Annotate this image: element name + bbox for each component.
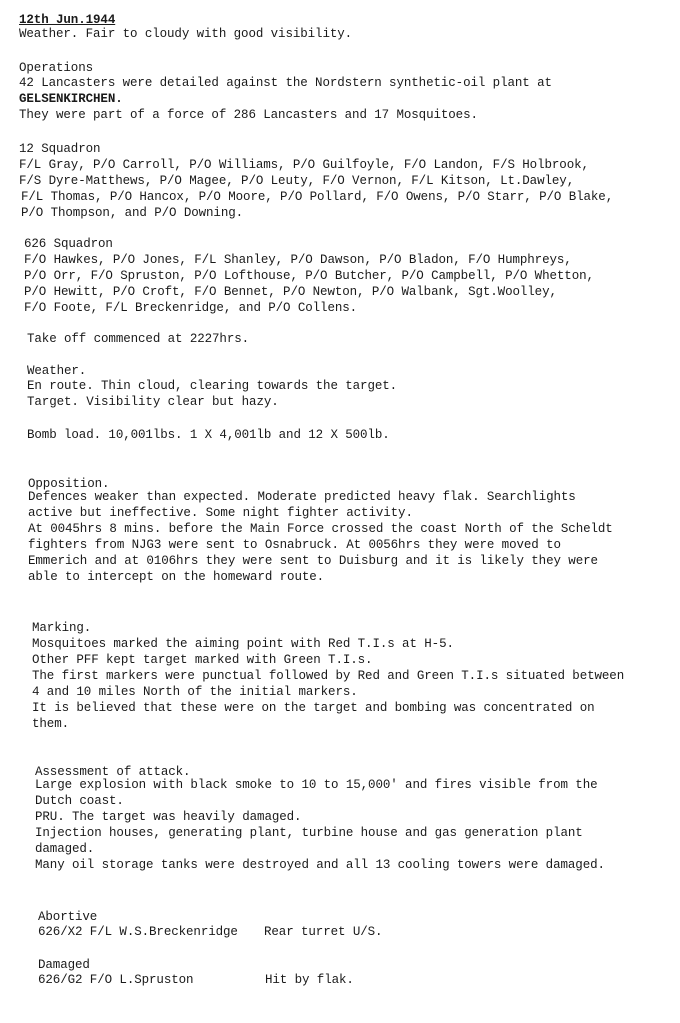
assessment-heading: Assessment of attack. bbox=[35, 765, 191, 779]
squadron-12-crew-line: F/L Gray, P/O Carroll, P/O Williams, P/O Guilfoyle, F/O Landon, F/S Holbrook, bbox=[19, 158, 589, 172]
date-heading: 12th Jun.1944 bbox=[19, 13, 116, 27]
weather-target: Target. Visibility clear but hazy. bbox=[27, 395, 279, 409]
marking-line: The first markers were punctual followed by Red and Green T.I.s situated between bbox=[32, 669, 625, 683]
assessment-line: Many oil storage tanks were destroyed and all 13 cooling towers were damaged. bbox=[35, 858, 605, 872]
takeoff-time: Take off commenced at 2227hrs. bbox=[27, 332, 250, 346]
operations-line: They were part of a force of 286 Lancasters and 17 Mosquitoes. bbox=[19, 108, 478, 122]
marking-line: Other PFF kept target marked with Green T.I.s. bbox=[32, 653, 373, 667]
opposition-line: Emmerich and at 0106hrs they were sent to Duisburg and it is likely they were bbox=[28, 554, 598, 568]
operations-heading: Operations bbox=[19, 61, 94, 75]
squadron-12-heading: 12 Squadron bbox=[19, 142, 101, 156]
marking-line: Mosquitoes marked the aiming point with Red T.I.s at H-5. bbox=[32, 637, 454, 651]
marking-line: them. bbox=[32, 717, 70, 731]
weather-heading: Weather. bbox=[27, 364, 87, 378]
opposition-line: fighters from NJG3 were sent to Osnabruck. At 0056hrs they were moved to bbox=[28, 538, 561, 552]
bomb-load: Bomb load. 10,001lbs. 1 X 4,001lb and 12 X 500lb. bbox=[27, 428, 390, 442]
squadron-626-heading: 626 Squadron bbox=[24, 237, 113, 251]
opposition-line: Defences weaker than expected. Moderate predicted heavy flak. Searchlights bbox=[28, 490, 576, 504]
weather-en-route: En route. Thin cloud, clearing towards the target. bbox=[27, 379, 398, 393]
assessment-line: damaged. bbox=[35, 842, 95, 856]
squadron-626-crew-line: F/O Hawkes, P/O Jones, F/L Shanley, P/O Dawson, P/O Bladon, F/O Humphreys, bbox=[24, 253, 572, 267]
damaged-aircraft: 626/G2 F/O L.Spruston bbox=[38, 973, 194, 987]
marking-line: 4 and 10 miles North of the initial markers. bbox=[32, 685, 358, 699]
assessment-line: Injection houses, generating plant, turbine house and gas generation plant bbox=[35, 826, 583, 840]
damaged-reason: Hit by flak. bbox=[265, 973, 354, 987]
opposition-line: At 0045hrs 8 mins. before the Main Force crossed the coast North of the Scheldt bbox=[28, 522, 613, 536]
squadron-626-crew-line: P/O Hewitt, P/O Croft, F/O Bennet, P/O Newton, P/O Walbank, Sgt.Woolley, bbox=[24, 285, 557, 299]
squadron-626-crew-line: F/O Foote, F/L Breckenridge, and P/O Collens. bbox=[24, 301, 358, 315]
assessment-line: PRU. The target was heavily damaged. bbox=[35, 810, 302, 824]
damaged-heading: Damaged bbox=[38, 958, 90, 972]
abortive-heading: Abortive bbox=[38, 910, 98, 924]
squadron-12-crew-line: P/O Thompson, and P/O Downing. bbox=[21, 206, 244, 220]
marking-heading: Marking. bbox=[32, 621, 92, 635]
marking-line: It is believed that these were on the target and bombing was concentrated on bbox=[32, 701, 595, 715]
abortive-aircraft: 626/X2 F/L W.S.Breckenridge bbox=[38, 925, 238, 939]
abortive-reason: Rear turret U/S. bbox=[264, 925, 383, 939]
opposition-heading: Opposition. bbox=[28, 477, 110, 491]
operations-target: GELSENKIRCHEN. bbox=[19, 92, 123, 106]
opposition-line: active but ineffective. Some night fighter activity. bbox=[28, 506, 413, 520]
opposition-line: able to intercept on the homeward route. bbox=[28, 570, 325, 584]
assessment-line: Large explosion with black smoke to 10 to 15,000' and fires visible from the bbox=[35, 778, 598, 792]
squadron-12-crew-line: F/L Thomas, P/O Hancox, P/O Moore, P/O Pollard, F/O Owens, P/O Starr, P/O Blake, bbox=[21, 190, 614, 204]
squadron-12-crew-line: F/S Dyre-Matthews, P/O Magee, P/O Leuty, F/O Vernon, F/L Kitson, Lt.Dawley, bbox=[19, 174, 575, 188]
operations-line: 42 Lancasters were detailed against the Nordstern synthetic-oil plant at bbox=[19, 76, 552, 90]
weather-intro: Weather. Fair to cloudy with good visibility. bbox=[19, 27, 353, 41]
squadron-626-crew-line: P/O Orr, F/O Spruston, P/O Lofthouse, P/O Butcher, P/O Campbell, P/O Whetton, bbox=[24, 269, 594, 283]
assessment-line: Dutch coast. bbox=[35, 794, 124, 808]
